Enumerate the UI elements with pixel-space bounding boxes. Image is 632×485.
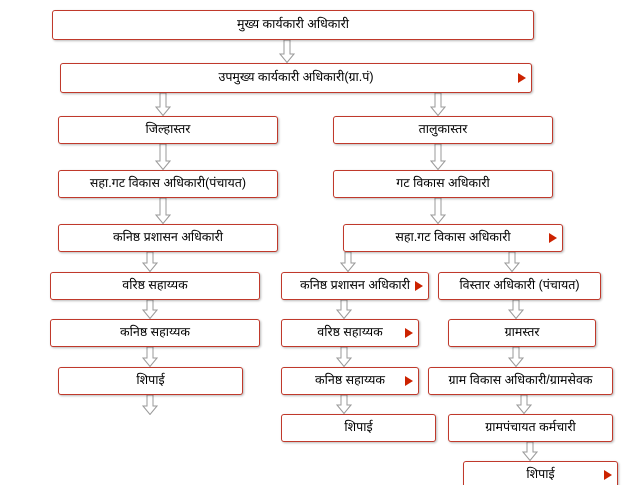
node-gram_vikas[interactable] xyxy=(428,367,613,395)
node-shipai3[interactable] xyxy=(463,461,618,485)
play-triangle-icon xyxy=(604,470,612,480)
connector-arrow xyxy=(142,252,158,272)
node-label: सहा.गट विकास अधिकारी(पंचायत) xyxy=(89,176,247,191)
connector-arrow xyxy=(508,347,524,367)
node-label: शिपाई xyxy=(526,467,555,482)
node-shipai2[interactable] xyxy=(281,414,436,442)
connector-arrow xyxy=(430,198,446,224)
node-label: ग्राम विकास अधिकारी/ग्रामसेवक xyxy=(448,373,593,388)
node-label: तालुकास्तर xyxy=(418,122,468,137)
node-label: शिपाई xyxy=(136,373,165,388)
node-label: विस्तार अधिकारी (पंचायत) xyxy=(459,278,580,293)
node-kanishtha_sah1[interactable] xyxy=(50,319,260,347)
connector-arrow xyxy=(155,198,171,224)
node-jilhastar[interactable] xyxy=(58,116,278,144)
node-kanishtha_pra2[interactable] xyxy=(281,272,429,300)
node-dy_ceo[interactable] xyxy=(60,63,532,93)
play-triangle-icon xyxy=(549,233,557,243)
connector-arrow xyxy=(522,442,538,461)
node-label: वरिष्ठ सहाय्यक xyxy=(122,278,188,293)
node-saha_gat_vikas[interactable] xyxy=(343,224,563,252)
node-vistar[interactable] xyxy=(438,272,601,300)
connector-arrow xyxy=(336,395,352,414)
node-kanishtha_sah2[interactable] xyxy=(281,367,419,395)
connector-arrow xyxy=(516,395,532,414)
node-gramstar[interactable] xyxy=(448,319,596,347)
node-saha_gat_panch[interactable] xyxy=(58,170,278,198)
connector-arrow xyxy=(142,300,158,319)
node-shipai1[interactable] xyxy=(58,367,243,395)
connector-arrow xyxy=(508,300,524,319)
play-triangle-icon xyxy=(405,328,413,338)
node-varishtha2[interactable] xyxy=(281,319,419,347)
node-label: वरिष्ठ सहाय्यक xyxy=(317,325,383,340)
connector-arrow xyxy=(340,252,356,272)
node-label: कनिष्ठ सहाय्यक xyxy=(120,325,190,340)
node-label: उपमुख्य कार्यकारी अधिकारी(ग्रा.पं) xyxy=(218,70,374,85)
node-label: ग्रामस्तर xyxy=(504,325,540,340)
node-label: कनिष्ठ प्रशासन अधिकारी xyxy=(300,278,410,293)
connector-arrow xyxy=(504,252,520,272)
connector-arrow xyxy=(155,144,171,170)
node-label: कनिष्ठ सहाय्यक xyxy=(315,373,385,388)
connector-arrow xyxy=(142,395,158,415)
node-ceo[interactable] xyxy=(52,10,534,40)
node-grampanchayat[interactable] xyxy=(448,414,613,442)
node-kanishtha_pra1[interactable] xyxy=(58,224,278,252)
connector-arrow xyxy=(336,300,352,319)
node-gat_vikas[interactable] xyxy=(333,170,553,198)
connector-arrow xyxy=(279,40,295,63)
node-label: गट विकास अधिकारी xyxy=(396,176,490,191)
connector-arrow xyxy=(142,347,158,367)
play-triangle-icon xyxy=(405,376,413,386)
node-label: सहा.गट विकास अधिकारी xyxy=(395,230,511,245)
node-label: ग्रामपंचायत कर्मचारी xyxy=(485,420,576,435)
connector-arrow xyxy=(430,93,446,116)
node-talukastar[interactable] xyxy=(333,116,553,144)
connector-arrow xyxy=(336,347,352,367)
connector-arrow xyxy=(430,144,446,170)
play-triangle-icon xyxy=(518,73,526,83)
node-label: शिपाई xyxy=(344,420,373,435)
node-varishtha1[interactable] xyxy=(50,272,260,300)
node-label: कनिष्ठ प्रशासन अधिकारी xyxy=(113,230,223,245)
node-label: जिल्हास्तर xyxy=(145,122,191,137)
connector-arrow xyxy=(155,93,171,116)
play-triangle-icon xyxy=(415,281,423,291)
node-label: मुख्य कार्यकारी अधिकारी xyxy=(237,17,349,32)
